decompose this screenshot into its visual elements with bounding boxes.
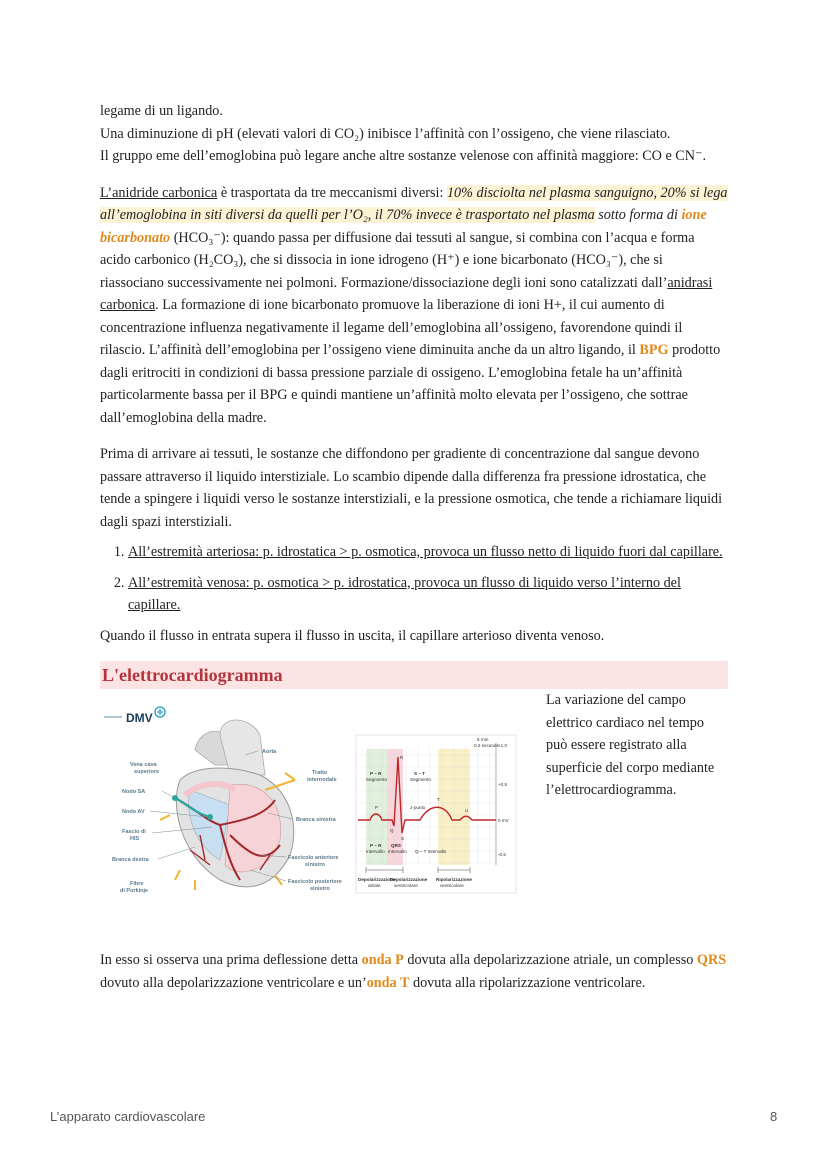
ecg-qrs-interval: QRS [391,843,401,848]
term-anidrasi-carbonica: anidrasi carbonica [100,274,713,313]
label-fascicolo-posteriore: Fascicolo posteriore [288,879,342,885]
ecg-wave-s: S [401,836,405,841]
term-qrs: QRS [696,952,727,968]
ecg-pr-interval-2: Intervallo [366,849,385,854]
ecg-wave-p: P [375,805,379,810]
ecg-vent-repol: Ripolarizzazione [436,877,472,882]
ecg-description: La variazione del campo elettrico cardiaco nel tempo può essere registrato alla superficie del corpo mediante l’elettrocardiogramma. [546,692,715,798]
text: . La formazione di ione bicarbonato promuove la liberazione di ioni H+, il cui aumento di concentrazione influenza negativamente il legame dell’emoglobina all’ossigeno, favorendone quindi il rilascio. L’affinità dell’emoglobina per l’ossigeno viene diminuita anche da un altro ligando, il [100,297,683,358]
ecg-vent-repol-2: ventricolare [440,883,464,888]
ecg-wave-r: R [400,755,404,760]
ecg-heart-figure [100,695,520,907]
list-item [128,572,728,617]
ecg-vent-depol: Depolarizzazione [390,877,428,882]
ecg-pr-segment-2: Segmento [366,777,387,782]
term-bpg: BPG [639,342,669,358]
ecg-tick-1: +1.0 [498,743,508,748]
heart-illustration [160,720,295,890]
label-fascicolo-anteriore: Fascicolo anteriore [288,855,339,861]
label-nodo-av: Nodo AV [122,809,145,815]
label-vena-cava: Vena cava [130,762,157,768]
text: dovuta alla depolarizzazione atriale, un complesso [403,952,697,968]
term-ione-bicarbonato: ione bicarbonato [100,207,707,246]
text: Una diminuzione di pH (elevati valori di CO [100,125,355,142]
text: prodotto dagli eritrociti in condizioni di bassa pressione parziale di ossigeno. L’emoglobina fetale ha un’affinità particolarmente bassa per il BPG e quindi mantiene un’affinità molto elevata per l’ossigeno, che sottrae dall’emoglobina della madre. [100,342,721,426]
ecg-atrial-depol: Depolarizzazione [358,877,396,882]
label-fascio-his: Fascio di [122,829,146,835]
ecg-qrs-interval-2: Intervallo [388,849,407,854]
ecg-qt-interval: Q – T Intervallo [415,849,447,854]
ecg-pr-interval: P – R [370,843,382,848]
dmv-logo [104,707,165,725]
ecg-vent-depol-2: ventricolare [394,883,418,888]
pressure-list [100,541,728,617]
label-fascio-his-2: HIS [130,836,140,842]
section-heading: L'elettrocardiogramma [100,661,728,689]
label-branca-destra: Branca destra [112,857,149,863]
ecg-mm-label: 5 mm [477,737,489,742]
text: è trasportata da tre meccanismi diversi: [217,184,447,201]
italic-text: sotto forma di [594,207,682,223]
ecg-tick-3: 0 mV [498,818,509,823]
list-item-text: All’estremità arteriosa: p. idrostatica > p. osmotica, provoca un flusso netto di liquido fuori dal capillare. [128,544,723,560]
term-anidride-carbonica: L’anidride carbonica [100,184,218,201]
ecg-tick-4: -0.5 [498,852,506,857]
ecg-atrial-depol-2: atriale [368,883,381,888]
text: dovuta alla ripolarizzazione ventricolare. [409,974,646,991]
figure-row [100,689,728,939]
paragraph-interstitial: Prima di arrivare ai tessuti, le sostanze che diffondono per gradiente di concentrazione dal sangue devono passare attraverso il liquido interstiziale. Lo scambio dipende dalla differenza fra pressione idrostatica, che tende a spingere i liquidi verso le sostanze interstiziali, e la pressione osmotica, che tende a richiamare liquidi dagli spazi interstiziali. [100,446,723,530]
list-item [128,541,728,564]
text: ) inibisce l’affinità con l’ossigeno, che viene rilasciato. [359,125,671,142]
document-body [100,100,728,1002]
label-fibre: Fibre [130,881,144,887]
text: dovuto alla depolarizzazione ventricolare e un’ [100,974,367,991]
text: Il gruppo eme dell’emoglobina può legare anche altre sostanze velenose con affinità maggiore: CO e CN⁻. [100,148,707,164]
ecg-st-segment: S – T [414,771,425,776]
ecg-wave-q: Q [390,828,394,833]
ecg-wave-t: T [437,797,440,802]
label-branca-sinistra: Branca sinistra [296,817,336,823]
text: legame di un ligando. [100,103,223,119]
logo-text: DMV [126,711,153,725]
label-internodale: internodale [307,777,337,783]
label-vena-cava-2: superiore [134,769,160,775]
ecg-seconds-label: 0.2 seconds [474,743,499,748]
ecg-j-point: J-punto [410,805,426,810]
label-aorta: Aorta [262,749,277,755]
highlighted-text: 10% disciolta nel plasma sanguigno, 20% si lega all’emoglobina in siti diversi da quelli per l’O₂, il 70% invece è trasportato nel plasma [100,184,728,223]
paragraph-flow: Quando il flusso in entrata supera il flusso in uscita, il capillare arterioso diventa venoso. [100,627,605,644]
ecg-pr-segment: P – R [370,771,382,776]
label-tratto: Tratto [312,770,328,776]
ecg-wave-u: U [465,808,469,813]
term-onda-t: onda T [366,974,410,991]
term-onda-p: onda P [361,952,404,968]
footer-title: L’apparato cardiovascolare [50,1109,206,1124]
text: (HCO₃⁻): quando passa per diffusione dai tessuti al sangue, si combina con l’acqua e forma acido carbonico (H₂CO₃), che si dissocia in ione idrogeno (H⁺) e ione bicarbonato (HCO₃⁻), che si riassociano successivamente nei polmoni. Formazione/dissociazione degli ioni sono catalizzati dall’ [100,229,695,291]
label-sinistro-2: sinistro [310,886,330,892]
page-number: 8 [770,1109,778,1124]
paragraph-ecg-waves [100,949,728,994]
paragraph-hemoglobin [100,100,728,168]
ecg-tick-2: +0.5 [498,782,508,787]
label-nodo-sa: Nodo SA [122,789,146,795]
list-item-text: All’estremità venosa: p. osmotica > p. idrostatica, provoca un flusso di liquido verso l’interno del capillare. [128,574,681,613]
text: In esso si osserva una prima deflessione detta [100,952,362,968]
ecg-st-segment-2: Segmento [410,777,431,782]
paragraph-co2-transport [100,182,728,430]
label-purkinje: di Purkinje [120,888,149,894]
subscript: ₂ [354,125,360,142]
ecg-panel [356,735,516,893]
label-sinistro: sinistro [305,862,325,868]
